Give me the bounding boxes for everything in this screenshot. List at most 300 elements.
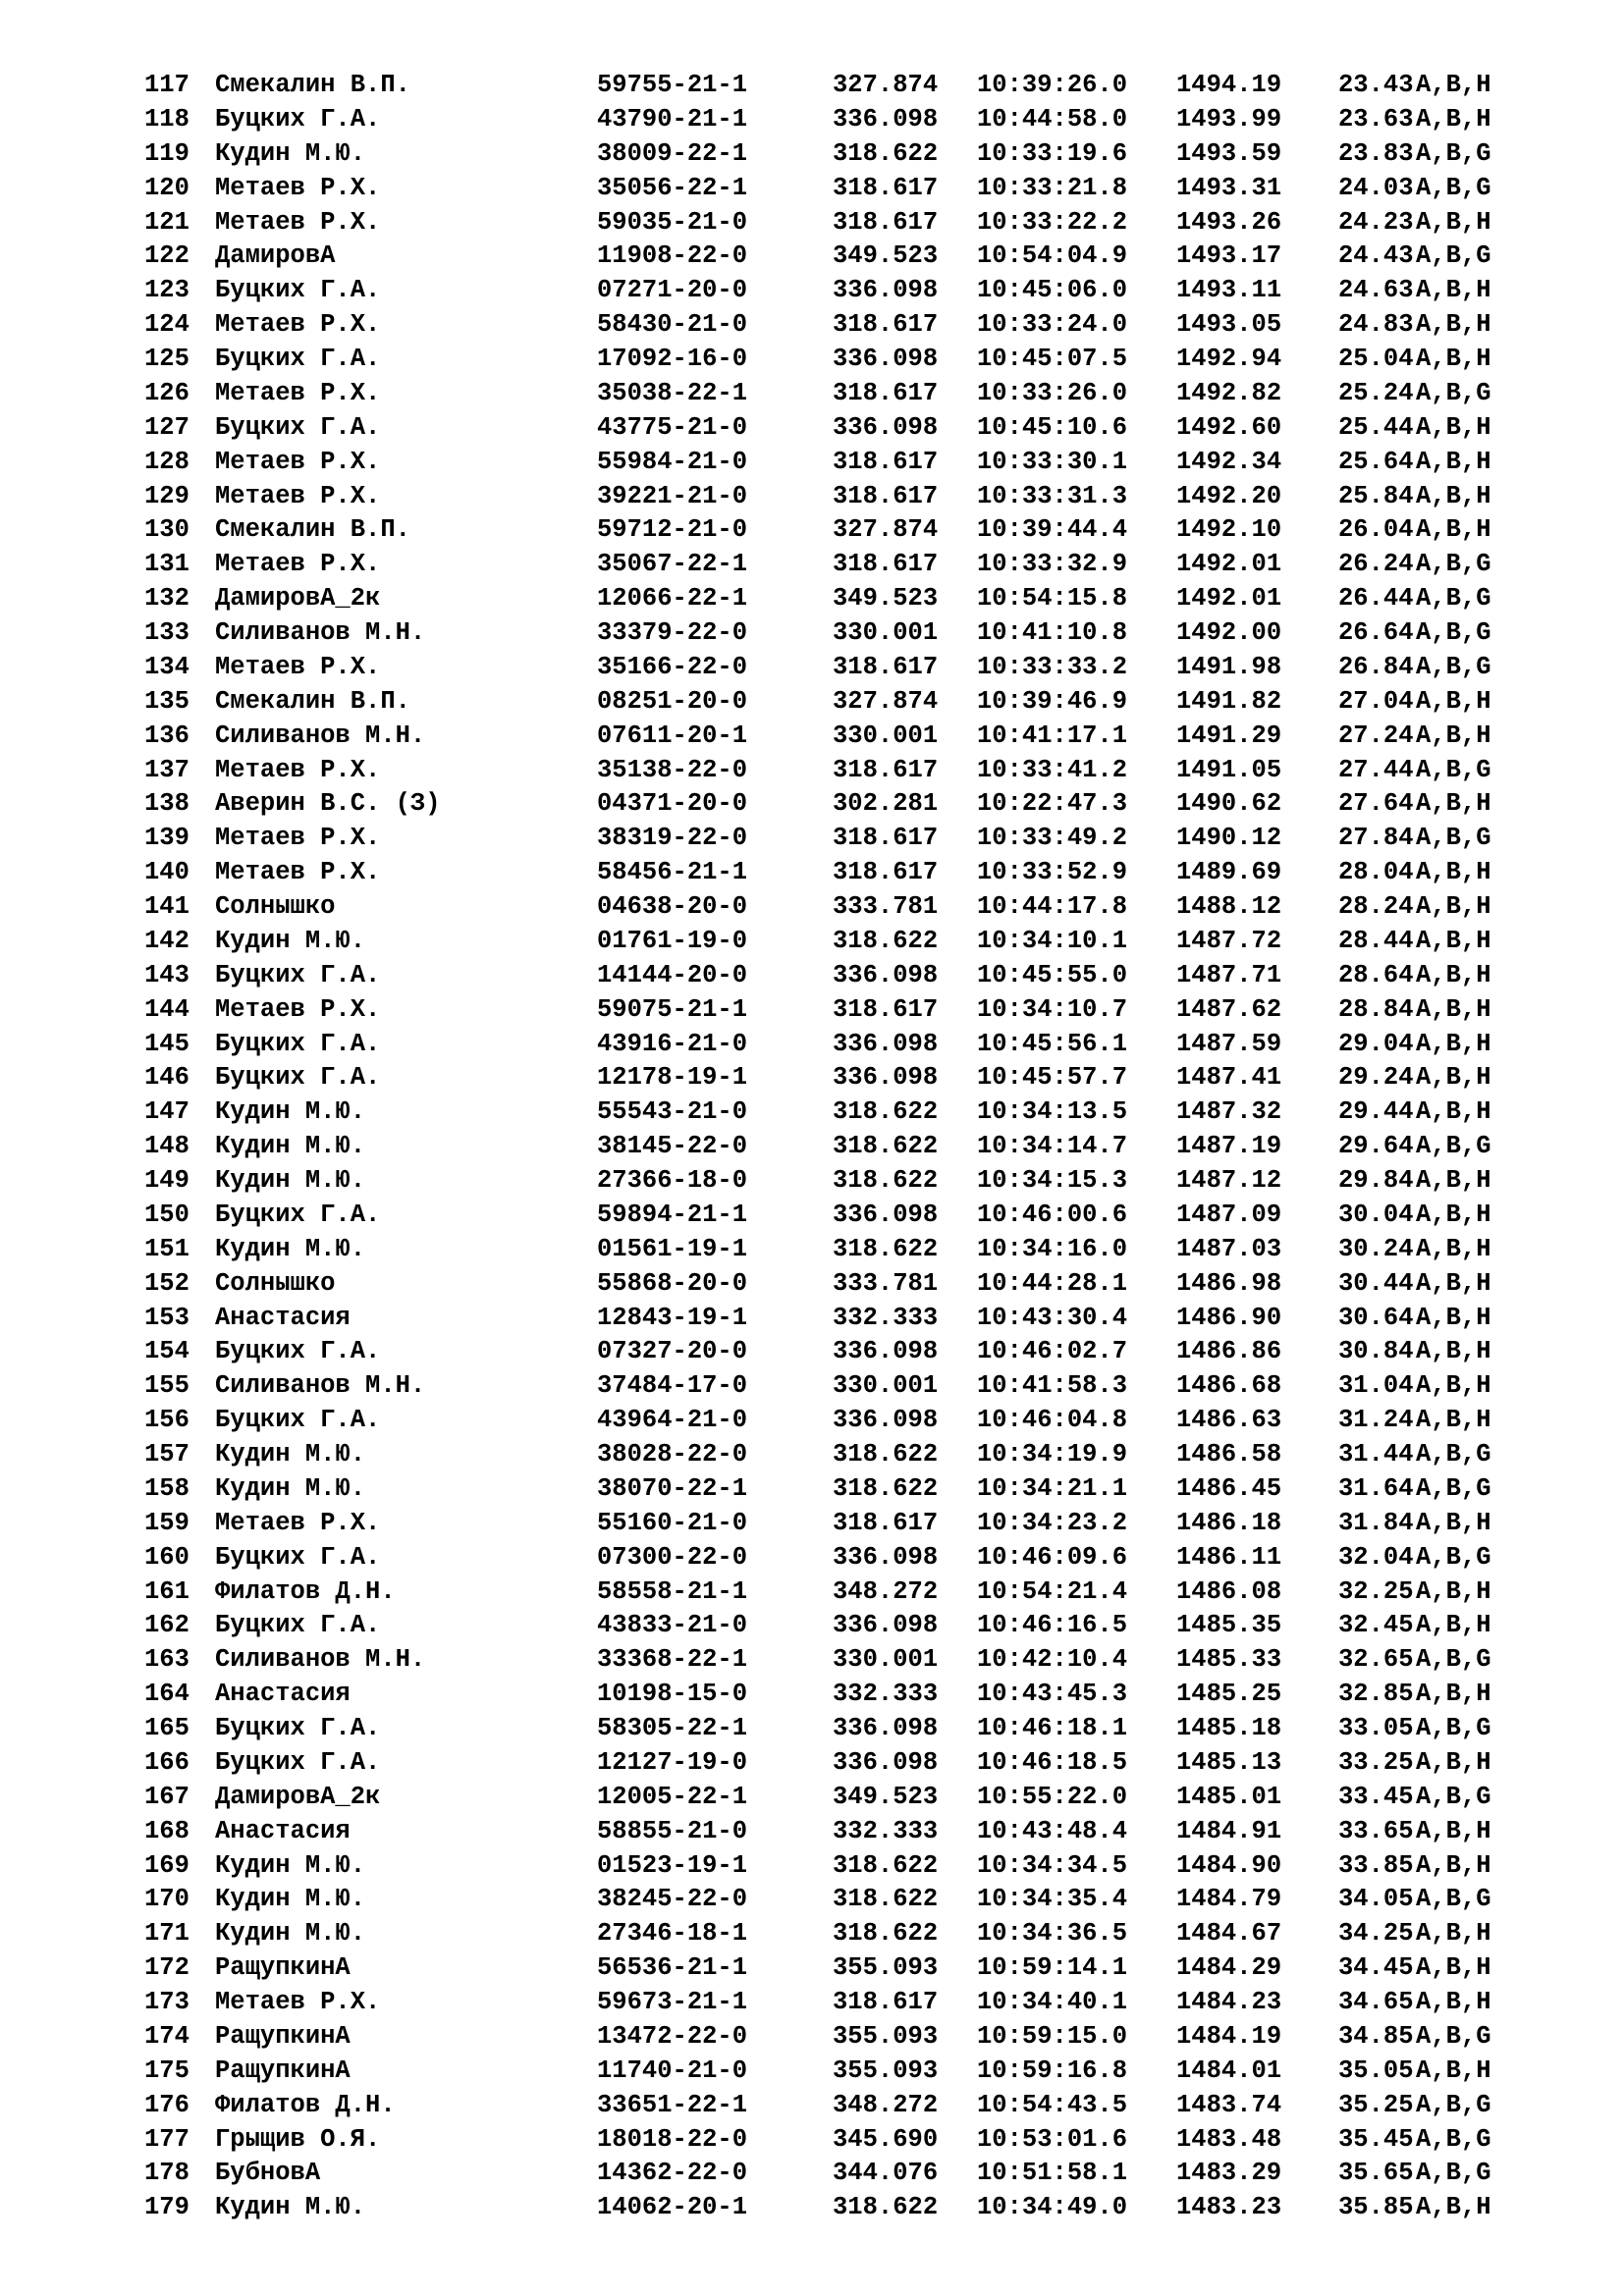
speed-cell: 1492.00 [1176, 618, 1282, 647]
speed-cell: 1487.59 [1176, 1029, 1282, 1058]
coefficient-cell: 29.84 [1338, 1166, 1414, 1195]
coefficient-cell: 25.44 [1338, 412, 1414, 442]
ring-number-cell: 12005-22-1 [597, 1782, 748, 1811]
coefficient-cell: 28.44 [1338, 926, 1414, 955]
speed-cell: 1492.60 [1176, 412, 1282, 442]
fancier-name-cell: Кудин М.Ю. [215, 2193, 366, 2222]
coefficient-cell: 25.64 [1338, 447, 1414, 476]
category-marks-cell: A,B,G [1416, 1782, 1491, 1811]
distance-cell: 336.098 [833, 1029, 939, 1058]
distance-cell: 318.622 [833, 1097, 939, 1127]
arrival-time-cell: 10:34:15.3 [977, 1166, 1128, 1195]
fancier-name-cell: Буцких Г.А. [215, 1029, 381, 1058]
fancier-name-cell: Буцких Г.А. [215, 1406, 381, 1435]
fancier-name-cell: Буцких Г.А. [215, 1714, 381, 1742]
coefficient-cell: 34.85 [1338, 2021, 1414, 2051]
coefficient-cell: 34.05 [1338, 1885, 1414, 1914]
ring-number-cell: 59894-21-1 [597, 1200, 748, 1229]
place-number-cell: 137 [144, 755, 189, 784]
category-marks-cell: A,B,G [1416, 550, 1491, 579]
coefficient-cell: 32.65 [1338, 1645, 1414, 1675]
ring-number-cell: 12843-19-1 [597, 1303, 748, 1332]
table-row [0, 1130, 1624, 1164]
ring-number-cell: 10198-15-0 [597, 1680, 748, 1709]
place-number-cell: 170 [144, 1885, 189, 1914]
fancier-name-cell: Кудин М.Ю. [215, 1097, 366, 1127]
arrival-time-cell: 10:33:24.0 [977, 310, 1128, 340]
arrival-time-cell: 10:42:10.4 [977, 1645, 1128, 1675]
category-marks-cell: A,B,G [1416, 1440, 1491, 1468]
ring-number-cell: 35038-22-1 [597, 378, 748, 407]
table-row [0, 274, 1624, 308]
arrival-time-cell: 10:45:56.1 [977, 1029, 1128, 1058]
fancier-name-cell: Кудин М.Ю. [215, 1234, 366, 1263]
table-row [0, 2123, 1624, 2158]
arrival-time-cell: 10:59:14.1 [977, 1953, 1128, 1983]
fancier-name-cell: Солнышко [215, 1268, 336, 1298]
coefficient-cell: 31.44 [1338, 1440, 1414, 1468]
ring-number-cell: 55543-21-0 [597, 1097, 748, 1127]
category-marks-cell: A,B,H [1416, 1406, 1491, 1435]
ring-number-cell: 35138-22-0 [597, 755, 748, 784]
category-marks-cell: A,B,G [1416, 138, 1491, 168]
arrival-time-cell: 10:46:09.6 [977, 1542, 1128, 1572]
coefficient-cell: 35.85 [1338, 2193, 1414, 2222]
arrival-time-cell: 10:43:48.4 [977, 1816, 1128, 1845]
coefficient-cell: 23.43 [1338, 71, 1414, 99]
fancier-name-cell: Метаев Р.Х. [215, 858, 381, 887]
place-number-cell: 175 [144, 2056, 189, 2085]
fancier-name-cell: РащупкинА [215, 1953, 351, 1983]
fancier-name-cell: Метаев Р.Х. [215, 550, 381, 579]
coefficient-cell: 23.63 [1338, 104, 1414, 133]
ring-number-cell: 11740-21-0 [597, 2056, 748, 2085]
fancier-name-cell: БубновА [215, 2159, 321, 2188]
coefficient-cell: 33.65 [1338, 1816, 1414, 1845]
coefficient-cell: 31.24 [1338, 1406, 1414, 1435]
distance-cell: 318.617 [833, 310, 939, 340]
coefficient-cell: 28.84 [1338, 994, 1414, 1024]
distance-cell: 318.622 [833, 1850, 939, 1880]
table-row [0, 548, 1624, 582]
arrival-time-cell: 10:33:22.2 [977, 207, 1128, 237]
distance-cell: 318.617 [833, 1508, 939, 1537]
arrival-time-cell: 10:45:10.6 [977, 412, 1128, 442]
fancier-name-cell: ДамировА_2к [215, 1782, 381, 1811]
distance-cell: 318.617 [833, 447, 939, 476]
arrival-time-cell: 10:43:45.3 [977, 1680, 1128, 1709]
category-marks-cell: A,B,H [1416, 858, 1491, 887]
speed-cell: 1494.19 [1176, 71, 1282, 99]
place-number-cell: 150 [144, 1200, 189, 1229]
fancier-name-cell: Смекалин В.П. [215, 515, 410, 545]
speed-cell: 1492.34 [1176, 447, 1282, 476]
distance-cell: 318.622 [833, 1166, 939, 1195]
fancier-name-cell: Силиванов М.Н. [215, 1645, 426, 1675]
distance-cell: 318.617 [833, 994, 939, 1024]
speed-cell: 1486.98 [1176, 1268, 1282, 1298]
table-row [0, 206, 1624, 240]
distance-cell: 336.098 [833, 1200, 939, 1229]
speed-cell: 1487.19 [1176, 1132, 1282, 1161]
place-number-cell: 171 [144, 1919, 189, 1949]
table-row [0, 1815, 1624, 1849]
speed-cell: 1493.99 [1176, 104, 1282, 133]
category-marks-cell: A,B,G [1416, 1645, 1491, 1675]
table-row [0, 582, 1624, 616]
ring-number-cell: 01761-19-0 [597, 926, 748, 955]
fancier-name-cell: Смекалин В.П. [215, 71, 410, 99]
table-row [0, 1302, 1624, 1336]
speed-cell: 1485.01 [1176, 1782, 1282, 1811]
speed-cell: 1487.32 [1176, 1097, 1282, 1127]
distance-cell: 355.093 [833, 1953, 939, 1983]
ring-number-cell: 01561-19-1 [597, 1234, 748, 1263]
fancier-name-cell: Буцких Г.А. [215, 1200, 381, 1229]
table-row [0, 480, 1624, 514]
speed-cell: 1493.05 [1176, 310, 1282, 340]
distance-cell: 318.622 [833, 1473, 939, 1503]
category-marks-cell: A,B,H [1416, 276, 1491, 305]
fancier-name-cell: Буцких Г.А. [215, 1337, 381, 1366]
table-row [0, 2055, 1624, 2089]
fancier-name-cell: Филатов Д.Н. [215, 1576, 396, 1606]
coefficient-cell: 34.45 [1338, 1953, 1414, 1983]
place-number-cell: 153 [144, 1303, 189, 1332]
ring-number-cell: 04638-20-0 [597, 892, 748, 921]
ring-number-cell: 59755-21-1 [597, 71, 748, 99]
arrival-time-cell: 10:44:58.0 [977, 104, 1128, 133]
speed-cell: 1487.71 [1176, 960, 1282, 989]
table-row [0, 1233, 1624, 1267]
speed-cell: 1492.01 [1176, 584, 1282, 614]
arrival-time-cell: 10:39:26.0 [977, 71, 1128, 99]
category-marks-cell: A,B,H [1416, 1234, 1491, 1263]
place-number-cell: 167 [144, 1782, 189, 1811]
fancier-name-cell: Метаев Р.Х. [215, 755, 381, 784]
coefficient-cell: 30.84 [1338, 1337, 1414, 1366]
speed-cell: 1487.03 [1176, 1234, 1282, 1263]
place-number-cell: 124 [144, 310, 189, 340]
place-number-cell: 174 [144, 2021, 189, 2051]
category-marks-cell: A,B,H [1416, 447, 1491, 476]
speed-cell: 1484.01 [1176, 2056, 1282, 2085]
speed-cell: 1493.11 [1176, 276, 1282, 305]
coefficient-cell: 24.83 [1338, 310, 1414, 340]
ring-number-cell: 12178-19-1 [597, 1063, 748, 1093]
ring-number-cell: 33379-22-0 [597, 618, 748, 647]
place-number-cell: 149 [144, 1166, 189, 1195]
coefficient-cell: 23.83 [1338, 138, 1414, 168]
fancier-name-cell: Буцких Г.А. [215, 1611, 381, 1640]
ring-number-cell: 35056-22-1 [597, 173, 748, 202]
place-number-cell: 173 [144, 1988, 189, 2016]
speed-cell: 1486.58 [1176, 1440, 1282, 1468]
distance-cell: 336.098 [833, 1611, 939, 1640]
coefficient-cell: 31.64 [1338, 1473, 1414, 1503]
ring-number-cell: 08251-20-0 [597, 686, 748, 716]
coefficient-cell: 29.24 [1338, 1063, 1414, 1093]
arrival-time-cell: 10:51:58.1 [977, 2159, 1128, 2188]
arrival-time-cell: 10:34:21.1 [977, 1473, 1128, 1503]
ring-number-cell: 38009-22-1 [597, 138, 748, 168]
ring-number-cell: 58430-21-0 [597, 310, 748, 340]
ring-number-cell: 55160-21-0 [597, 1508, 748, 1537]
speed-cell: 1486.63 [1176, 1406, 1282, 1435]
coefficient-cell: 26.44 [1338, 584, 1414, 614]
table-row [0, 137, 1624, 172]
coefficient-cell: 29.04 [1338, 1029, 1414, 1058]
arrival-time-cell: 10:46:00.6 [977, 1200, 1128, 1229]
ring-number-cell: 35166-22-0 [597, 652, 748, 681]
category-marks-cell: A,B,G [1416, 1542, 1491, 1572]
coefficient-cell: 28.64 [1338, 960, 1414, 989]
table-row [0, 1917, 1624, 1951]
place-number-cell: 168 [144, 1816, 189, 1845]
fancier-name-cell: Смекалин В.П. [215, 686, 410, 716]
table-row [0, 1986, 1624, 2020]
table-row [0, 513, 1624, 548]
distance-cell: 318.622 [833, 926, 939, 955]
fancier-name-cell: Силиванов М.Н. [215, 721, 426, 750]
fancier-name-cell: Метаев Р.Х. [215, 652, 381, 681]
speed-cell: 1486.90 [1176, 1303, 1282, 1332]
table-row [0, 754, 1624, 788]
category-marks-cell: A,B,G [1416, 2159, 1491, 2188]
fancier-name-cell: Метаев Р.Х. [215, 207, 381, 237]
coefficient-cell: 30.04 [1338, 1200, 1414, 1229]
place-number-cell: 154 [144, 1337, 189, 1366]
distance-cell: 336.098 [833, 276, 939, 305]
arrival-time-cell: 10:34:36.5 [977, 1919, 1128, 1949]
fancier-name-cell: РащупкинА [215, 2056, 351, 2085]
fancier-name-cell: Кудин М.Ю. [215, 1885, 366, 1914]
arrival-time-cell: 10:46:02.7 [977, 1337, 1128, 1366]
table-row [0, 925, 1624, 959]
table-row [0, 685, 1624, 720]
fancier-name-cell: Буцких Г.А. [215, 960, 381, 989]
fancier-name-cell: Кудин М.Ю. [215, 138, 366, 168]
distance-cell: 330.001 [833, 618, 939, 647]
arrival-time-cell: 10:45:06.0 [977, 276, 1128, 305]
place-number-cell: 126 [144, 378, 189, 407]
arrival-time-cell: 10:33:26.0 [977, 378, 1128, 407]
arrival-time-cell: 10:45:07.5 [977, 345, 1128, 373]
place-number-cell: 155 [144, 1371, 189, 1401]
arrival-time-cell: 10:33:49.2 [977, 824, 1128, 853]
category-marks-cell: A,B,H [1416, 994, 1491, 1024]
fancier-name-cell: ДамировА [215, 241, 336, 271]
place-number-cell: 144 [144, 994, 189, 1024]
ring-number-cell: 14062-20-1 [597, 2193, 748, 2222]
speed-cell: 1483.74 [1176, 2090, 1282, 2119]
table-row [0, 1575, 1624, 1610]
table-row [0, 343, 1624, 377]
ring-number-cell: 14362-22-0 [597, 2159, 748, 2188]
category-marks-cell: A,B,H [1416, 892, 1491, 921]
distance-cell: 336.098 [833, 1714, 939, 1742]
distance-cell: 318.617 [833, 481, 939, 510]
speed-cell: 1484.19 [1176, 2021, 1282, 2051]
distance-cell: 330.001 [833, 1371, 939, 1401]
fancier-name-cell: Метаев Р.Х. [215, 1988, 381, 2016]
table-row [0, 1541, 1624, 1575]
ring-number-cell: 33368-22-1 [597, 1645, 748, 1675]
speed-cell: 1485.35 [1176, 1611, 1282, 1640]
arrival-time-cell: 10:34:35.4 [977, 1885, 1128, 1914]
table-row [0, 1472, 1624, 1507]
arrival-time-cell: 10:54:43.5 [977, 2090, 1128, 2119]
ring-number-cell: 14144-20-0 [597, 960, 748, 989]
table-row [0, 1199, 1624, 1233]
arrival-time-cell: 10:41:58.3 [977, 1371, 1128, 1401]
coefficient-cell: 33.05 [1338, 1714, 1414, 1742]
distance-cell: 327.874 [833, 515, 939, 545]
table-row [0, 377, 1624, 411]
category-marks-cell: A,B,H [1416, 412, 1491, 442]
speed-cell: 1484.91 [1176, 1816, 1282, 1845]
coefficient-cell: 35.25 [1338, 2090, 1414, 2119]
place-number-cell: 131 [144, 550, 189, 579]
category-marks-cell: A,B,G [1416, 2021, 1491, 2051]
coefficient-cell: 33.25 [1338, 1747, 1414, 1777]
table-row [0, 1061, 1624, 1095]
distance-cell: 318.617 [833, 824, 939, 853]
coefficient-cell: 35.45 [1338, 2124, 1414, 2154]
table-row [0, 1678, 1624, 1712]
place-number-cell: 121 [144, 207, 189, 237]
distance-cell: 318.617 [833, 173, 939, 202]
table-row [0, 2020, 1624, 2055]
speed-cell: 1486.08 [1176, 1576, 1282, 1606]
ring-number-cell: 38319-22-0 [597, 824, 748, 853]
ring-number-cell: 12127-19-0 [597, 1747, 748, 1777]
arrival-time-cell: 10:43:30.4 [977, 1303, 1128, 1332]
category-marks-cell: A,B,G [1416, 652, 1491, 681]
speed-cell: 1485.18 [1176, 1714, 1282, 1742]
place-number-cell: 163 [144, 1645, 189, 1675]
distance-cell: 355.093 [833, 2021, 939, 2051]
ring-number-cell: 58558-21-1 [597, 1576, 748, 1606]
place-number-cell: 140 [144, 858, 189, 887]
distance-cell: 336.098 [833, 1542, 939, 1572]
ring-number-cell: 38028-22-0 [597, 1440, 748, 1468]
ring-number-cell: 33651-22-1 [597, 2090, 748, 2119]
speed-cell: 1485.33 [1176, 1645, 1282, 1675]
coefficient-cell: 31.04 [1338, 1371, 1414, 1401]
place-number-cell: 139 [144, 824, 189, 853]
table-row [0, 1609, 1624, 1643]
distance-cell: 318.617 [833, 550, 939, 579]
place-number-cell: 130 [144, 515, 189, 545]
place-number-cell: 120 [144, 173, 189, 202]
arrival-time-cell: 10:33:41.2 [977, 755, 1128, 784]
fancier-name-cell: Филатов Д.Н. [215, 2090, 396, 2119]
distance-cell: 332.333 [833, 1303, 939, 1332]
distance-cell: 318.617 [833, 1988, 939, 2016]
speed-cell: 1485.13 [1176, 1747, 1282, 1777]
coefficient-cell: 28.24 [1338, 892, 1414, 921]
category-marks-cell: A,B,H [1416, 1200, 1491, 1229]
table-row [0, 959, 1624, 993]
arrival-time-cell: 10:34:14.7 [977, 1132, 1128, 1161]
speed-cell: 1490.62 [1176, 789, 1282, 819]
distance-cell: 349.523 [833, 241, 939, 271]
arrival-time-cell: 10:39:44.4 [977, 515, 1128, 545]
distance-cell: 318.617 [833, 378, 939, 407]
speed-cell: 1487.12 [1176, 1166, 1282, 1195]
place-number-cell: 135 [144, 686, 189, 716]
speed-cell: 1492.10 [1176, 515, 1282, 545]
distance-cell: 333.781 [833, 1268, 939, 1298]
distance-cell: 336.098 [833, 412, 939, 442]
category-marks-cell: A,B,H [1416, 71, 1491, 99]
speed-cell: 1491.82 [1176, 686, 1282, 716]
fancier-name-cell: Метаев Р.Х. [215, 1508, 381, 1537]
ring-number-cell: 59712-21-0 [597, 515, 748, 545]
distance-cell: 348.272 [833, 2090, 939, 2119]
ring-number-cell: 27366-18-0 [597, 1166, 748, 1195]
arrival-time-cell: 10:22:47.3 [977, 789, 1128, 819]
arrival-time-cell: 10:59:16.8 [977, 2056, 1128, 2085]
speed-cell: 1483.48 [1176, 2124, 1282, 2154]
speed-cell: 1492.01 [1176, 550, 1282, 579]
arrival-time-cell: 10:46:18.1 [977, 1714, 1128, 1742]
coefficient-cell: 34.25 [1338, 1919, 1414, 1949]
place-number-cell: 157 [144, 1440, 189, 1468]
coefficient-cell: 25.24 [1338, 378, 1414, 407]
category-marks-cell: A,B,H [1416, 1063, 1491, 1093]
place-number-cell: 156 [144, 1406, 189, 1435]
ring-number-cell: 38145-22-0 [597, 1132, 748, 1161]
distance-cell: 330.001 [833, 1645, 939, 1675]
category-marks-cell: A,B,H [1416, 1611, 1491, 1640]
place-number-cell: 160 [144, 1542, 189, 1572]
place-number-cell: 123 [144, 276, 189, 305]
place-number-cell: 142 [144, 926, 189, 955]
distance-cell: 355.093 [833, 2056, 939, 2085]
place-number-cell: 138 [144, 789, 189, 819]
distance-cell: 302.281 [833, 789, 939, 819]
fancier-name-cell: Кудин М.Ю. [215, 1473, 366, 1503]
distance-cell: 336.098 [833, 104, 939, 133]
table-row [0, 308, 1624, 343]
place-number-cell: 176 [144, 2090, 189, 2119]
fancier-name-cell: Кудин М.Ю. [215, 1166, 366, 1195]
coefficient-cell: 27.24 [1338, 721, 1414, 750]
speed-cell: 1492.20 [1176, 481, 1282, 510]
category-marks-cell: A,B,G [1416, 2090, 1491, 2119]
results-table [0, 69, 1624, 2225]
category-marks-cell: A,B,G [1416, 1714, 1491, 1742]
category-marks-cell: A,B,H [1416, 515, 1491, 545]
fancier-name-cell: Кудин М.Ю. [215, 926, 366, 955]
arrival-time-cell: 10:39:46.9 [977, 686, 1128, 716]
ring-number-cell: 13472-22-0 [597, 2021, 748, 2051]
table-row [0, 2089, 1624, 2123]
fancier-name-cell: Буцких Г.А. [215, 1542, 381, 1572]
ring-number-cell: 07271-20-0 [597, 276, 748, 305]
ring-number-cell: 59035-21-0 [597, 207, 748, 237]
arrival-time-cell: 10:59:15.0 [977, 2021, 1128, 2051]
coefficient-cell: 24.63 [1338, 276, 1414, 305]
coefficient-cell: 35.05 [1338, 2056, 1414, 2085]
speed-cell: 1483.23 [1176, 2193, 1282, 2222]
table-row [0, 890, 1624, 925]
category-marks-cell: A,B,G [1416, 241, 1491, 271]
coefficient-cell: 24.23 [1338, 207, 1414, 237]
table-row [0, 1781, 1624, 1815]
